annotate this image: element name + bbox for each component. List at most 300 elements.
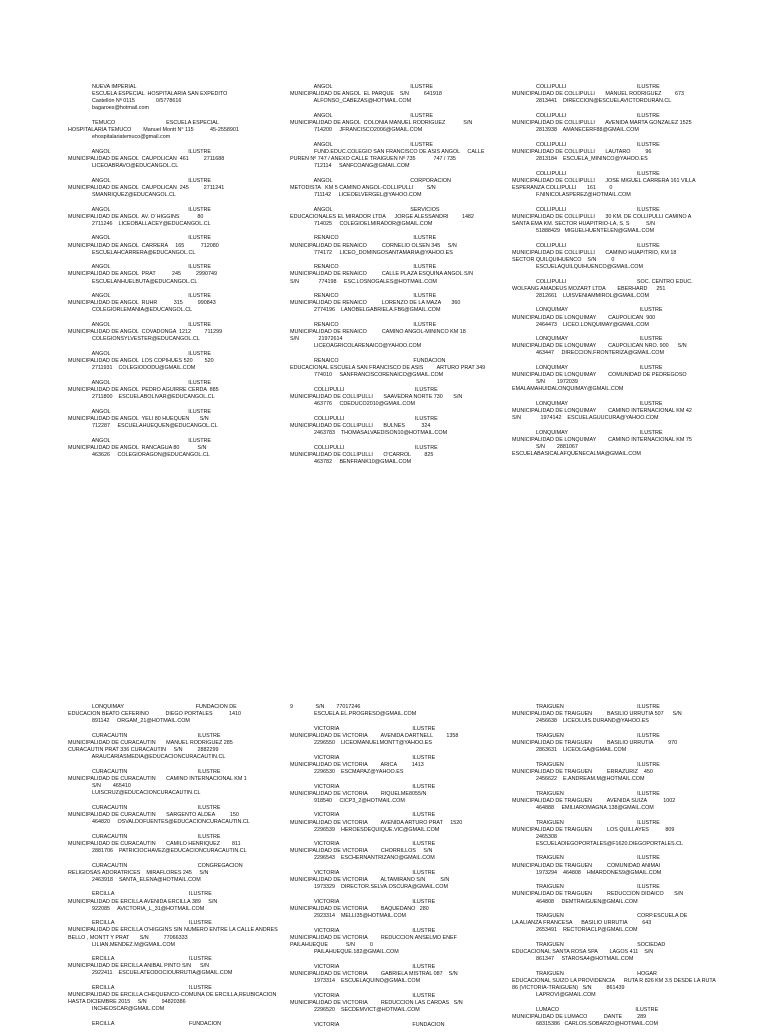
column-bottom-middle <box>290 704 522 1036</box>
entry-line: LICEOAGRICOLARENAICO@YAHOO.COM <box>290 343 422 350</box>
entry-line: 2296530 ESCMAPAZ@YAHOO.ES <box>290 768 404 775</box>
entry-line: 463447 DIRECCION.FRONTERIZA@GMAIL.COM <box>512 350 664 357</box>
school-entry <box>68 1021 300 1028</box>
school-entry <box>290 416 522 437</box>
school-entry <box>512 733 744 754</box>
entry-line: LILIAN.MENDEZ.M@GMAIL.COM <box>68 941 176 948</box>
school-entry <box>68 985 300 1013</box>
school-entry <box>290 964 522 985</box>
entry-line: MUNICIPALIDAD DE COLLIPULLI 30 KM. DE COLLIPULLI CAMINO A <box>512 213 692 220</box>
entry-line: MUNICIPALIDAD DE VICTORIA AVENIDA DARTNELL 1358 <box>290 732 459 739</box>
entry-line: 2464473 LICEO.LONQUIMAY@GMAIL.COM <box>512 321 649 328</box>
school-entry <box>512 207 744 235</box>
entry-line: EMALAMAHUIDALONQUIMAY@GMAIL.COM <box>512 386 624 393</box>
entry-line: MUNICIPALIDAD DE VICTORIA REDUCCION LAS CARDAS S/N <box>290 999 463 1006</box>
entry-line: MUNICIPALIDAD DE CURACAUTIN SARGENTO ALDEA 150 <box>68 811 239 818</box>
entry-line: 774172 LICEO_DOMINGOSANTAMARIA@YAHOO.ES <box>290 249 453 256</box>
entry-line: TRAIGUÉN SOCIEDAD <box>512 942 666 949</box>
entry-line: CURACAUTIN ILUSTRE <box>68 833 221 840</box>
school-entry <box>512 307 744 328</box>
entry-line: 712114 SANFCOANG@GMAIL.COM <box>290 163 410 170</box>
entry-line: 68315386 CARLOS.SOBARZO@HOTMAIL.COM <box>512 1021 658 1028</box>
entry-line: COLEGIORLEMANIA@EDUCANGOL.CL <box>68 307 193 314</box>
entry-line: LUMACO ILUSTRE <box>512 1006 659 1013</box>
school-entry <box>512 430 744 458</box>
entry-line: EDUCACIONAL SUIZO LA PROVIDENCIA RUTA R 826 KM 3.5 DESDE LA RUTA <box>512 978 716 985</box>
school-entry <box>512 171 744 199</box>
entry-line: 2653491 RECTORIACLP@GMAIL.COM <box>512 927 638 934</box>
school-entry <box>68 834 300 855</box>
school-entry <box>68 84 300 112</box>
entry-line: ANGOL ILUSTRE <box>290 112 433 119</box>
school-entry <box>512 913 744 934</box>
school-entry <box>290 812 522 833</box>
entry-line: MUNICIPALIDAD DE RENAICO CALLE PLAZA ESQUINA ANGOL S/N <box>290 271 474 278</box>
entry-line: EDUCACIONALES EL MIRADOR LTDA JORGE ALESSANDRI 1482 <box>290 213 474 220</box>
entry-line: ANGOL ILUSTRE <box>68 177 211 184</box>
entry-line: 2923314 MELLI35@HOTMAIL.COM <box>290 913 407 920</box>
entry-line: HASTA DICIEMBRE 2015 S/N 94820386 <box>68 999 186 1006</box>
entry-line: PAILAHUEQUE S/N 0 <box>290 942 373 949</box>
entry-line: 2881706 PATRICIOCHAVEZ@EDUCACIONCURACAUTIN.CL <box>68 847 247 854</box>
entry-line: EDUCACIONAL ESCUELA SAN FRANCISCO DE ASIS ARTURO PRAT 349 <box>290 365 486 372</box>
entry-line: MUNICIPALIDAD DE RENAICO CORNELIO OLSEN 345 S/N <box>290 242 457 249</box>
entry-line: VICTORIA ILUSTRE <box>290 812 436 819</box>
school-entry <box>512 401 744 422</box>
entry-line: MUNICIPALIDAD DE ANGOL RANCAGUA 80 S/N <box>68 444 207 451</box>
entry-line: bagaroes@hotmail.com <box>68 105 149 112</box>
school-entry <box>68 920 300 948</box>
school-entry <box>512 113 744 134</box>
entry-line: MUNICIPALIDAD DE VICTORIA ARICA 1413 <box>290 761 424 768</box>
entry-line: MUNICIPALIDAD DE ANGOL CAUPOLICAN 245 2711241 <box>68 184 225 191</box>
entry-line: 1973314 ESCUELAQUINO@GMAIL.COM <box>290 978 421 985</box>
entry-line: 463626 COLEGIORAGON@EDUCANGOL.CL <box>68 451 210 458</box>
entry-line: 2774196 LANOBELGABRIELA.FB6@GMAIL.COM <box>290 307 441 314</box>
entry-line: MUNICIPALIDAD DE VICTORIA BAQUEDANO 280 <box>290 906 429 913</box>
entry-line: MUNICIPALIDAD DE ERCILLA AVENIDA ERCILLA 389 S/N <box>68 898 218 905</box>
school-entry <box>68 264 300 285</box>
entry-line: RENAICO ILUSTRE <box>290 322 437 329</box>
entry-line: MUNICIPALIDAD DE VICTORIA GABRIELA MISTRAL 087 S/N <box>290 970 458 977</box>
entry-line: ESCUELA ESPECIAL HOSPITALARIA SAN EXPEDITO <box>68 91 228 98</box>
entry-line: VICTORIA ILUSTRE <box>290 783 436 790</box>
entry-line: LONQUIMAY FUNDACION DE <box>68 704 237 710</box>
entry-line: ANGOL ILUSTRE <box>68 206 211 213</box>
entry-line: MUNICIPALIDAD DE ERCILLA ANIBAL PINTO S/N S/N <box>68 963 209 970</box>
entry-line: ESCUELANHUELBUTA@EDUCANGOL.CL <box>68 278 198 285</box>
entry-line: 774010 SANFRANCISCORENAICO@GMAIL.COM <box>290 372 444 379</box>
entry-line: TRAIGUÉN ILUSTRE <box>512 819 660 826</box>
school-entry <box>512 279 744 300</box>
entry-line: MUNICIPALIDAD DE ANGOL COVADONGA 1212 711299 <box>68 329 223 336</box>
school-entry <box>512 762 744 783</box>
entry-line: MUNICIPALIDAD DE LONQUIMAY COMUNIDAD DE PEDREGOSO <box>512 372 687 379</box>
entry-line: ANGOL ILUSTRE <box>68 264 211 271</box>
entry-line: 1973329 DIRECTOR.SELVA.OSCURA@GMAIL.COM <box>290 884 448 891</box>
entry-line: ESCUELAHCARRERA@EDUCANGOL.CL <box>68 249 196 256</box>
school-entry <box>68 351 300 372</box>
entry-line: 2813441 DIRECCION@ESCUELAVICTORDURAN.CL <box>512 98 672 105</box>
entry-line: COLLIPULLI ILUSTRE <box>512 112 660 119</box>
entry-line: MUNICIPALIDAD DE COLLIPULLI SAAVEDRA NORTE 730 S/N <box>290 394 463 401</box>
entry-line: MUNICIPALIDAD DE COLLIPULLI JOSE MIGUEL CARRERA 161 VILLA <box>512 177 696 184</box>
school-entry <box>512 791 744 812</box>
entry-line: 2922411 ESCUELATEODOCIOURRUTIA@GMAIL.COM <box>68 970 233 977</box>
column-top-left <box>68 84 300 466</box>
school-entry <box>68 704 300 725</box>
entry-line: MUNICIPALIDAD DE VICTORIA AVENIDA ARTURO PRAT 1520 <box>290 819 463 826</box>
entry-line: 711142 LICEOELVERGEL@YAHOO.COM <box>290 191 422 198</box>
entry-line: MUNICIPALIDAD DE TRAIGUEN ERRÁZURIZ 450 <box>512 768 653 775</box>
column-bottom-left <box>68 704 300 1036</box>
school-entry <box>68 733 300 761</box>
entry-line: MUNICIPALIDAD DE TRAIGUEN REDUCCION DIDAICO S/N <box>512 891 684 898</box>
entry-line: MUNICIPALIDAD DE COLLIPULLI BULNES 324 <box>290 422 431 429</box>
entry-line: MUNICIPALIDAD DE COLLIPULLI LAUTARO 96 <box>512 148 652 155</box>
entry-line: ANGOL ILUSTRE <box>68 408 211 415</box>
entry-line: TRAIGUÉN HOGAR <box>512 970 657 977</box>
school-entry <box>290 358 522 379</box>
school-entry <box>290 445 522 466</box>
entry-line: 714025 COLEGIOELMIRADOR@GMAIL.COM <box>290 220 433 227</box>
entry-line: 2463918 SANTA_ELENA@HOTMAIL.COM <box>68 876 201 883</box>
entry-line: 891142 ORGAM_21@HOTMAIL.COM <box>68 718 190 725</box>
school-entry <box>290 1022 522 1029</box>
school-entry <box>68 235 300 256</box>
school-entry <box>290 142 522 170</box>
entry-line: Castellón Nº 0115 0/5778616 <box>68 98 182 105</box>
entry-line: 2296520 SECDEMVICT@HOTMAIL.COM <box>290 1006 420 1013</box>
entry-line: MUNICIPALIDAD DE TRAIGUEN AVENIDA SUIZA 1002 <box>512 797 676 804</box>
entry-line: VICTORIA ILUSTRE <box>290 870 436 877</box>
entry-line: VICTORIA ILUSTRE <box>290 841 436 848</box>
entry-line: MUNICIPALIDAD DE ANGOL COLONIA MANUEL RODRIGUEZ S/N <box>290 119 473 126</box>
entry-line: COLEGIONSYLVESTER@EDUCANGOL.CL <box>68 336 200 343</box>
entry-line: ESPERANZA COLLIPULLI 161 0 <box>512 184 613 191</box>
entry-line: SMANRIQUEZ@EDUCANGOL.CL <box>68 191 176 198</box>
entry-line: MUNICIPALIDAD DE ANGOL YELI 80 HUEQUEN S/N <box>68 415 209 422</box>
entry-line: MUNICIPALIDAD DE ANGOL RUHR 315 990843 <box>68 300 216 307</box>
entry-line: ANGOL ILUSTRE <box>290 84 433 90</box>
entry-line: COLLIPULLI ILUSTRE <box>512 206 660 213</box>
entry-line: RENAICO ILUSTRE <box>290 235 437 242</box>
entry-line: MUNICIPALIDAD DE LONQUIMAY CAMINO INTERNACIONAL KM 42 <box>512 408 692 415</box>
school-entry <box>290 113 522 134</box>
school-entry <box>290 899 522 920</box>
entry-line: ANGOL ILUSTRE <box>68 350 211 357</box>
school-entry <box>68 769 300 797</box>
entry-line: ESCUELAQUILQUIHUENCO@GMAIL.COM <box>512 263 643 270</box>
entry-line: COLLIPULLI ILUSTRE <box>512 141 660 148</box>
entry-line: MUNICIPALIDAD DE LONQUIMAY CAUPOLICAN 900 <box>512 314 656 321</box>
entry-line: 464808 DEMTRAIGUEN@GMAIL.COM <box>512 898 638 905</box>
entry-line: ANGOL ILUSTRE <box>68 322 211 329</box>
entry-line: CURACAUTIN PRAT 336 CURACAUTIN S/N 2882299 <box>68 747 219 754</box>
entry-line: 922085 AVICTORIA_L_31@HOTMAIL.COM <box>68 905 205 912</box>
entry-line: ANGOL ILUSTRE <box>290 141 433 148</box>
entry-line: COLLIPULLI ILUSTRE <box>512 84 660 90</box>
school-entry <box>290 387 522 408</box>
school-entry <box>290 755 522 776</box>
entry-line: ESCUELABASICALAFQUENECALMA@GMAIL.COM <box>512 451 641 458</box>
entry-line: VICTORIA ILUSTRE <box>290 927 436 934</box>
school-entry <box>290 264 522 285</box>
school-entry <box>290 870 522 891</box>
entry-line: MUNICIPALIDAD DE ANGOL CARRERA 165 712080 <box>68 242 219 249</box>
entry-line: 2813184 ESCUELA_MININCO@YAHOO.ES <box>512 155 648 162</box>
entry-line: 714200 JFRANCISCO2006@GMAIL.COM <box>290 127 423 134</box>
entry-line: 2296543 ESCHERNANTRIZANO@GMAIL.COM <box>290 855 435 862</box>
entry-line: CURACAUTIN ILUSTRE <box>68 732 221 739</box>
entry-line: VICTORIA FUNDACION <box>290 1021 445 1028</box>
entry-line: MUNICIPALIDAD DE ANGOL EL PARQUE S/N 641918 <box>290 91 442 98</box>
entry-line: MUNICIPALIDAD DE RENAICO LORENZO DE LA MAZA 360 <box>290 300 461 307</box>
entry-line: ERCILLA FUNDACION <box>68 1021 222 1028</box>
entry-line: CURACAUTIN ILUSTRE <box>68 804 221 811</box>
entry-line: MUNICIPALIDAD DE VICTORIA RIQUELME8055/N <box>290 790 427 797</box>
column-bottom-right <box>512 704 744 1036</box>
entry-line: BELLO , MONTT Y PRAT S/N 77066333 <box>68 934 188 941</box>
entry-line: F.NINICOLASPEREZ@HOTMAIL.COM <box>512 191 631 198</box>
entry-line: FUND.EDUC.COLEGIO SAN FRANCISCO DE ASIS ANGOL CALLE <box>290 148 485 155</box>
entry-line: TRAIGUÉN ILUSTRE <box>512 855 660 862</box>
entry-line: 51888429 MIGUELHUENTELEN@GMAIL.COM <box>512 227 655 234</box>
school-entry <box>512 243 744 271</box>
entry-line: TEMUCO ESCUELA ESPECIAL <box>68 119 219 126</box>
entry-line: ARAUCARIASMEDIA@EDUCACIONCURACAUTIN.CL <box>68 754 226 761</box>
school-entry <box>68 207 300 228</box>
entry-line: RENAICO ILUSTRE <box>290 293 437 300</box>
entry-line: LONQUIMAY ILUSTRE <box>512 307 663 314</box>
entry-line: 2296539 HEROESDEQUIQUE.VIC@GMAIL.COM <box>290 826 440 833</box>
entry-line: MUNICIPALIDAD DE LONQUIMAY CAUPOLICAN NRO. 900 S/N <box>512 343 687 350</box>
entry-line: ANGOL ILUSTRE <box>68 293 211 300</box>
entry-line: 2456638 LICEOLUIS.DURAND@YAHOO.ES <box>512 718 649 725</box>
entry-line: RELIGIOSAS ADORATRICES MIRAFLORES 245 S/N <box>68 869 209 876</box>
entry-line: ERCILLA ILUSTRE <box>68 956 212 963</box>
entry-line: LAPROVI@GMAIL.COM <box>512 992 596 999</box>
entry-line: MUNICIPALIDAD DE CURACAUTIN CAMINO INTERNACIONAL KM 1 <box>68 775 247 782</box>
entry-line: VICTORIA ILUSTRE <box>290 754 436 761</box>
entry-line: LONQUIMAY ILUSTRE <box>512 430 663 436</box>
entry-line: MUNICIPALIDAD DE TRAIGUEN COMUNIDAD ANIMAI <box>512 862 661 869</box>
school-entry <box>68 380 300 401</box>
entry-line: MUNICIPALIDAD DE TRAIGUEN BASILIO URRUTIA 970 <box>512 739 678 746</box>
entry-line: HOSPITALARIA TEMUCO Manuel Montt N° 115 45-2558901 <box>68 127 239 134</box>
entry-line: TRAIGUÉN ILUSTRE <box>512 761 660 768</box>
entry-line: 9 S/N 77017246 <box>290 704 361 710</box>
entry-line: ESCUELA.EL.PROGRESO@GMAIL.COM <box>290 711 417 718</box>
entry-line: ANGOL ILUSTRE <box>68 148 211 155</box>
school-entry <box>290 726 522 747</box>
entry-line: SECTOR QUILQUIHUENCO S/N 0 <box>512 256 615 263</box>
entry-line: MUNICIPALIDAD DE ERCILLA CHEQUENCO-COMUNA DE ERCILLA,REUBICACION <box>68 992 277 999</box>
entry-line: 2296550 LICEOMANUELMONTT@YAHOO.ES <box>290 739 432 746</box>
entry-line: ANGOL CORPORACION <box>290 177 451 184</box>
entry-line: MUNICIPALIDAD DE TRAIGUEN LOS QUILLAYES 809 <box>512 826 675 833</box>
entry-line: MUNICIPALIDAD DE ANGOL AV. O´HIGGINS 80 <box>68 213 204 220</box>
entry-line: S/N 774198 ESC.LOSNOGALES@HOTMAIL.COM <box>290 278 437 285</box>
entry-line: 464888 EMILIAROMAGNA.138@GMAIL.COM <box>512 804 654 811</box>
entry-line: COLLIPULLI ILUSTRE <box>512 170 660 177</box>
entry-line: 861347 STAROSA4@HOTMAIL.COM <box>512 956 634 963</box>
entry-line: ANGOL ILUSTRE <box>68 235 211 242</box>
entry-line: MUNICIPALIDAD DE RENAICO CAMINO ANGOL-MININCO KM 18 <box>290 329 466 336</box>
entry-line: MUNICIPALIDAD DE CURACAUTIN MANUEL RODRIGUEZ 285 <box>68 739 233 746</box>
entry-line: ehospitalariatemuco@gmail.com <box>68 134 171 141</box>
entry-line: TRAIGUÉN ILUSTRE <box>512 884 660 891</box>
entry-line: COLLIPULLI ILUSTRE <box>512 242 660 249</box>
school-entry <box>290 322 522 350</box>
entry-line: MUNICIPALIDAD DE COLLIPULLI O'CARROL 825 <box>290 451 434 458</box>
entry-line: MUNICIPALIDAD DE COLLIPULLI CAMINO HUAPITRIO, KM 18 <box>512 249 677 256</box>
entry-line: LUISCRUZ@EDUCACIONCURACAUTIN.CL <box>68 790 201 797</box>
entry-line: MUNICIPALIDAD DE LUMACO DANTE 289 <box>512 1014 647 1021</box>
entry-line: RENAICO FUNDACION <box>290 358 446 365</box>
entry-line: MUNICIPALIDAD DE COLLIPULLI MANUEL RODRIGUEZ 673 <box>512 91 684 98</box>
entry-line: 2711800 ESCUELABOLIVAR@EDUCANGOL.CL <box>68 394 215 401</box>
school-entry <box>68 956 300 977</box>
school-entry <box>512 365 744 393</box>
school-entry <box>512 855 744 876</box>
entry-line: LA ALIANZA FRANCESA BASILIO URRUTIA 643 <box>512 920 652 927</box>
entry-line: NUEVA IMPERIAL <box>68 84 137 90</box>
entry-line: 2813938 AMANECERF88@GMAIL.COM <box>512 127 639 134</box>
entry-line: S/N 465410 <box>68 783 131 790</box>
entry-line: ERCILLA ILUSTRE <box>68 985 212 992</box>
entry-line: 2863631 LICEOLGA@GMAIL.COM <box>512 747 627 754</box>
entry-line: 463782 BENFRANK10@GMAIL.COM <box>290 458 412 465</box>
entry-line: MUNICIPALIDAD DE COLLIPULLI AVENIDA MARTA GONZALEZ 1525 <box>512 119 692 126</box>
school-entry <box>512 884 744 905</box>
entry-line: S/N 1972039 <box>512 379 578 386</box>
entry-line: LONQUIMAY ILUSTRE <box>512 365 663 372</box>
entry-line: INCHEOSCAR@GMAIL.COM <box>68 1006 165 1013</box>
entry-line: MUNICIPALIDAD DE TRAIGUEN BASILIO URRUTIA 507 S/N <box>512 711 682 718</box>
entry-line: MUNICIPALIDAD DE ANGOL CAUPOLICAN 461 2711688 <box>68 155 225 162</box>
school-entry <box>68 149 300 170</box>
entry-line: S/N 2881067 <box>512 444 578 451</box>
entry-line: TRAIGUÉN CORP.ESCUELA DE <box>512 913 688 920</box>
entry-line: 2463783 THOMASALVAEDISON10@HOTMAIL.COM <box>290 430 448 436</box>
entry-line: S/N 21972614 <box>290 336 343 343</box>
entry-line: MUNICIPALIDAD DE VICTORIA ALTAMIRANO S/N S/N <box>290 877 450 884</box>
entry-line: ALFONSO_CABEZAS@HOTMAIL.COM <box>290 98 412 105</box>
entry-line: MUNICIPALIDAD DE VICTORIA REDUCCION ANSELMO ENEF <box>290 935 457 941</box>
school-entry <box>68 322 300 343</box>
school-entry <box>290 207 522 228</box>
entry-line: S/N 1974142 ESCUELAGUUCURA@YAHOO.COM <box>512 415 659 422</box>
school-entry <box>290 84 522 105</box>
entry-line: SANTA EMA KM. SECTOR HUAPITRIO-LA, S. S S/N <box>512 220 655 227</box>
entry-line: MUNICIPALIDAD DE ANGOL PEDRO AGUIRRE CERDA 885 <box>68 386 219 393</box>
entry-line: MUNICIPALIDAD DE LONQUIMAY CAMINO INTERNACIONAL KM 75 <box>512 437 692 444</box>
entry-line: WOLFANG AMADEUS MOZART LTDA EBERHARD 251 <box>512 285 666 292</box>
entry-line: 2711246 LICEOBALLACEY@EDUCANGOL.CL <box>68 220 211 227</box>
entry-line: PAILAHUEQUE.182@GMAIL.COM <box>290 949 399 956</box>
school-entry <box>68 805 300 826</box>
entry-line: 712287 ESCUELAHUEQUEN@EDUCANGOL.CL <box>68 422 218 429</box>
entry-line: COLLIPULLI SOC. CENTRO EDUC. <box>512 278 693 285</box>
entry-line: MUNICIPALIDAD DE ANGOL PRAT 245 2990749 <box>68 271 217 278</box>
school-entry <box>290 993 522 1014</box>
school-entry <box>68 438 300 459</box>
entry-line: 464820 OSVALDOFUENTES@EDUCACIONCURACAUTIN.CL <box>68 819 250 825</box>
entry-line: CURACAUTIN ILUSTRE <box>68 768 221 775</box>
entry-line: TRAIGUÉN ILUSTRE <box>512 732 660 739</box>
entry-line: COLLIPULLI ILUSTRE <box>290 444 438 451</box>
entry-line: EDUCACIONAL SANTA ROSA SPA LAGOS 411 S/N <box>512 949 654 956</box>
entry-line: CURACAUTIN CONGREGACION <box>68 862 243 869</box>
entry-line: ANGOL SERVICIOS <box>290 206 440 213</box>
entry-line: LONQUIMAY ILUSTRE <box>512 401 663 408</box>
school-entry <box>512 971 744 999</box>
school-entry <box>512 942 744 963</box>
entry-line: MUNICIPALIDAD DE ERCILLA O'HIGGINS SIN NUMERO ENTRE LA CALLE ANDRES <box>68 927 278 934</box>
entry-line: TRAIGUÉN ILUSTRE <box>512 704 660 710</box>
school-entry <box>290 235 522 256</box>
column-top-right <box>512 84 744 466</box>
entry-line: 463776 CDEDUCO2010@GMAIL.COM <box>290 401 416 408</box>
school-entry <box>290 293 522 314</box>
school-entry <box>290 704 522 718</box>
school-entry <box>512 704 744 725</box>
school-entry <box>68 293 300 314</box>
entry-line: LONQUIMAY ILUSTRE <box>512 336 663 343</box>
school-entry <box>68 120 300 141</box>
entry-line: MUNICIPALIDAD DE CURACAUTIN CAMILO HENRIQUEZ 811 <box>68 840 241 847</box>
entry-line: LICEOABRAVO@EDUCANGOL.CL <box>68 163 179 170</box>
entry-line: EDUCACION BEATO CEFERINO DIEGO PORTALES 1410 <box>68 711 242 718</box>
entry-line: RENAICO ILUSTRE <box>290 264 437 271</box>
school-entry <box>512 1007 744 1028</box>
school-entry <box>68 891 300 912</box>
school-entry <box>68 178 300 199</box>
school-entry <box>290 178 522 199</box>
school-entry <box>512 820 744 848</box>
entry-line: 86 (VICTORIA-TRAIGUEN) S/N 861439 <box>512 985 625 992</box>
school-entry <box>290 841 522 862</box>
entry-line: VICTORIA ILUSTRE <box>290 899 436 906</box>
entry-line: VICTORIA ILUSTRE <box>290 725 436 732</box>
school-entry <box>512 336 744 357</box>
school-entry <box>68 863 300 884</box>
entry-line: COLLIPULLI ILUSTRE <box>290 415 438 422</box>
entry-line: 2456622 E.ANDREAM.M@HOTMAIL.COM <box>512 775 645 782</box>
entry-line: MUNICIPALIDAD DE ANGOL LOS COPIHUES 520 520 <box>68 358 214 365</box>
entry-line: ERCILLA ILUSTRE <box>68 891 212 898</box>
entry-line: MUNICIPALIDAD DE VICTORIA CHORRILLOS S/N <box>290 848 433 855</box>
entry-line: PUREN Nº 747 / ANEXO CALLE TRAIGUEN Nº 735 747 / 735 <box>290 155 456 162</box>
entry-line: 918540 CICP3_2@HOTMAIL.COM <box>290 797 405 804</box>
entry-line: 2812661 LUISVENIAMMIROL@GMAIL.COM <box>512 292 649 299</box>
school-entry <box>68 409 300 430</box>
entry-line: ANGOL ILUSTRE <box>68 437 211 444</box>
entry-line: ESCUELADIEGOPORTALES@F1620.DIEGOPORTALES.CL <box>512 840 684 847</box>
entry-line: VICTORIA ILUSTRE <box>290 963 436 970</box>
entry-line: 1973294 464808 HMARDONES9@GMAIL.COM <box>512 869 662 876</box>
entry-line: 2465308 <box>512 833 557 840</box>
entry-line: COLLIPULLI ILUSTRE <box>290 386 438 393</box>
entry-line: TRAIGUÉN ILUSTRE <box>512 790 660 797</box>
school-entry <box>512 142 744 163</box>
entry-line: 2711931 COLEGIODODU@GMAIL.COM <box>68 365 196 372</box>
entry-line: METODISTA KM 5 CAMINO ANGOL-COLLIPULLI S/N <box>290 184 436 191</box>
school-entry <box>290 928 522 956</box>
column-top-middle <box>290 84 522 474</box>
school-entry <box>290 784 522 805</box>
